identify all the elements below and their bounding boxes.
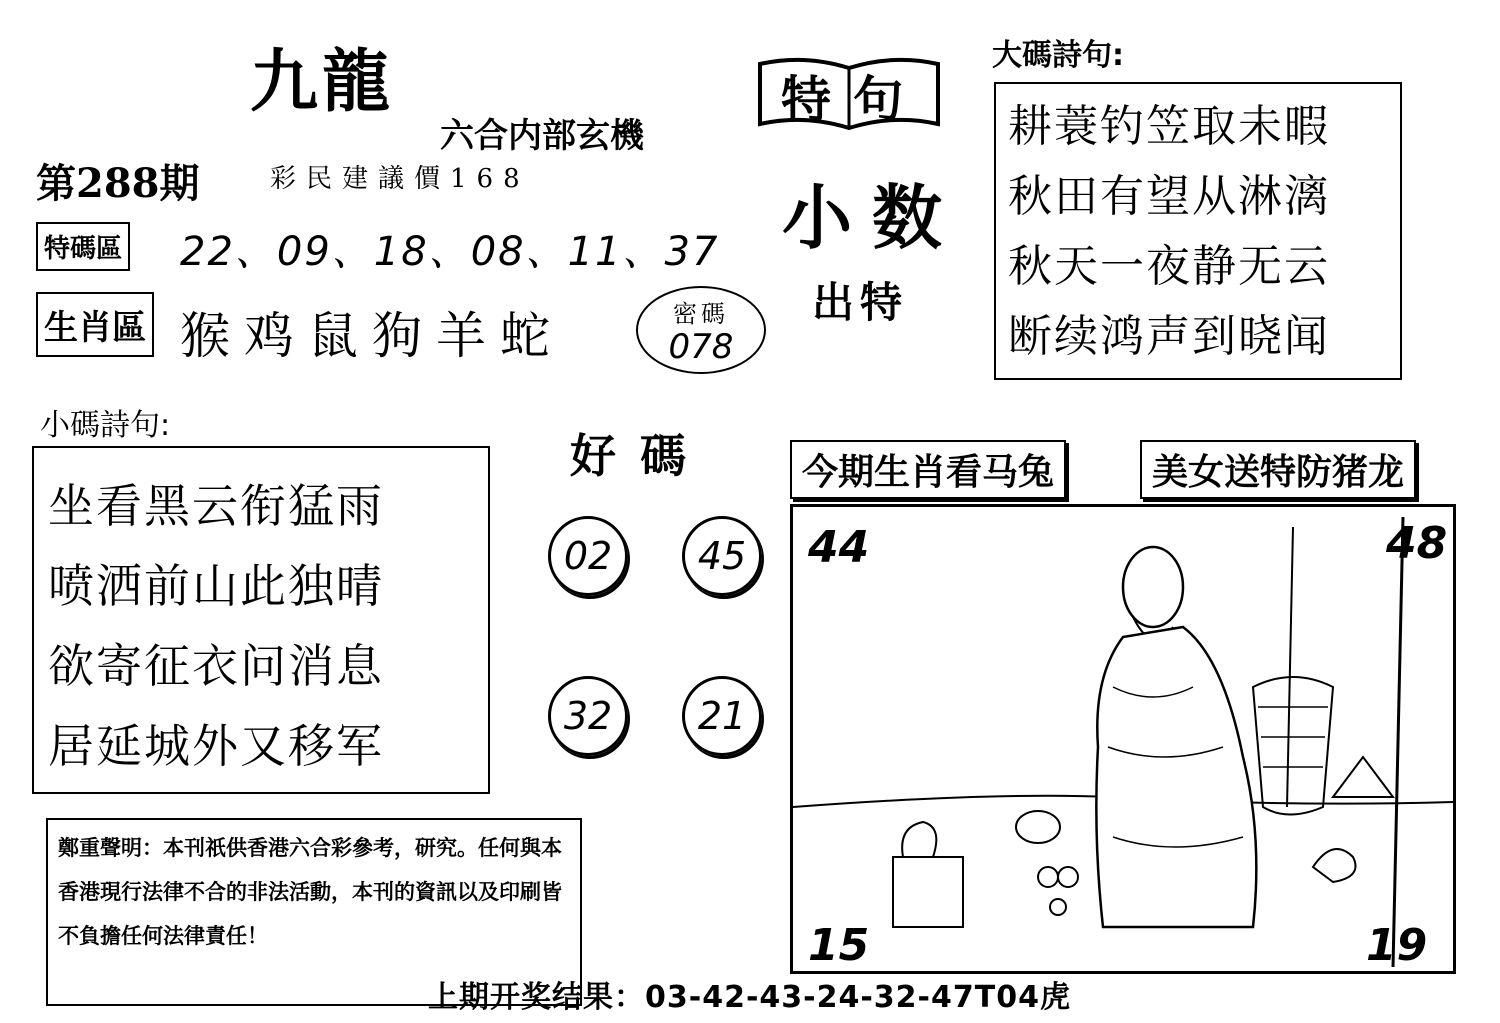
- tema-numbers: 22、09、18、08、11、37: [180, 229, 720, 275]
- small-poem-box: [32, 446, 490, 794]
- big-poem-line: 秋田有望从淋漓: [1008, 171, 1330, 222]
- big-poem-box: [994, 82, 1402, 380]
- chute-text: 出特: [812, 278, 909, 327]
- zodiac-label: 生肖區: [36, 292, 154, 357]
- price-note: 彩民建議價168: [270, 164, 530, 194]
- good-number-circle: 21: [682, 676, 762, 756]
- corner-number-top-left: 44: [808, 522, 870, 573]
- small-poem-line: 坐看黑云衔猛雨: [48, 479, 384, 533]
- illustration-panel: [790, 504, 1456, 974]
- corner-number-bottom-right: 19: [1366, 920, 1428, 971]
- seated-man-illustration: [793, 507, 1453, 971]
- small-poem-title: 小碼詩句:: [40, 408, 171, 443]
- disclaimer-box: 鄭重聲明：本刊祇供香港六合彩參考，研究。任何與本香港現行法律不合的非法活動，本刊的資訊以及印刷皆不負擔任何法律責任！: [46, 818, 582, 1006]
- secret-code-value: 078: [668, 327, 734, 367]
- subtitle: 六合内部玄機: [440, 116, 644, 156]
- zodiac-list: 猴鸡鼠狗羊蛇: [180, 307, 564, 365]
- secret-code-bubble: [636, 286, 766, 374]
- good-number-circle: 02: [548, 516, 628, 596]
- small-poem-line: 欲寄征衣问消息: [48, 639, 384, 693]
- good-number-circle: 32: [548, 676, 628, 756]
- big-poem-line: 秋天一夜静无云: [1008, 241, 1330, 292]
- xiaoshu-text: 小数: [782, 176, 962, 259]
- zodiac-hint-banner: 今期生肖看马兔: [790, 440, 1066, 499]
- big-poem-title: 大碼詩句:: [992, 38, 1124, 73]
- good-number-circle: 45: [682, 516, 762, 596]
- brand-title: 九龍: [250, 42, 395, 122]
- big-poem-line: 耕蓑钓笠取未暇: [1008, 101, 1330, 152]
- good-numbers-title: 好碼: [570, 429, 710, 483]
- small-poem-line: 居延城外又移军: [48, 719, 384, 773]
- corner-number-bottom-left: 15: [808, 920, 870, 971]
- secret-code-label: 密碼: [673, 300, 729, 328]
- special-hint-banner: 美女送特防猪龙: [1140, 440, 1416, 499]
- small-poem-line: 喷洒前山此独晴: [48, 559, 384, 613]
- issue-number: 第288期: [36, 160, 200, 207]
- big-poem-line: 断续鸿声到晓闻: [1008, 311, 1330, 362]
- special-phrase-label: 特句: [781, 71, 925, 129]
- last-draw-result: 上期开奖结果：03-42-43-24-32-47T04虎: [428, 980, 1071, 1015]
- corner-number-top-right: 48: [1386, 518, 1448, 569]
- tema-label: 特碼區: [36, 222, 130, 271]
